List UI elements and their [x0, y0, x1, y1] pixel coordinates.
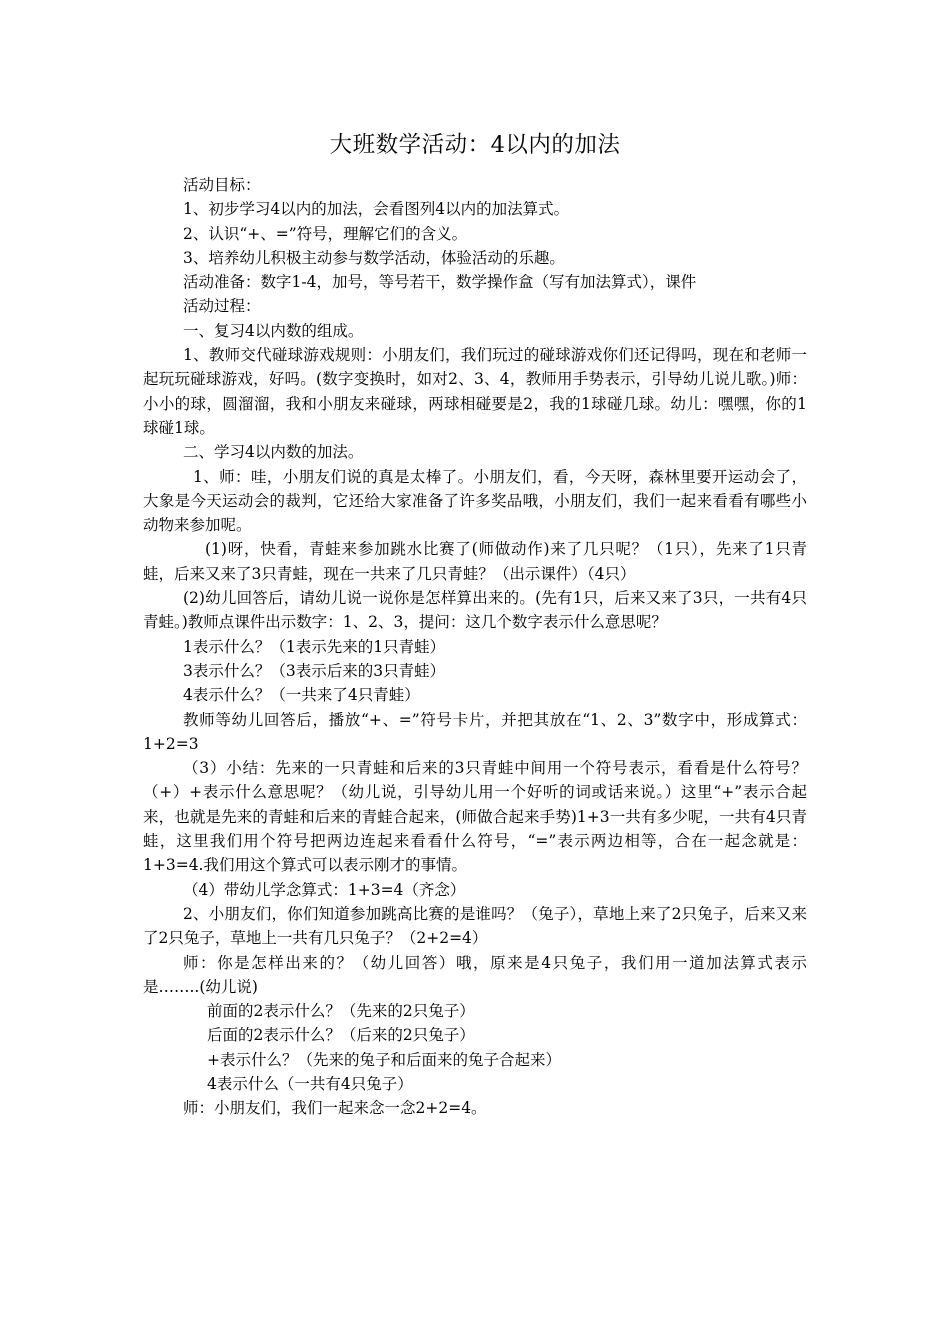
paragraph-summary: （3）小结：先来的一只青蛙和后来的3只青蛙中间用一个符号表示，看看是什么符号？（+）+表示什么意思呢？（幼儿说，引导幼儿用一个好听的词或话来说。）这里“+”表示合起来，也就是先来的青蛙和后来的青蛙合起来，(师做合起来手势)1+3一共有多少呢，一共有4只青蛙，这里我们用个符号把两边连起来看看什么符号，“=”表示两边相等，合在一起念就是：1+3=4.我们用这个算式可以表示刚才的事情。 — [143, 759, 807, 875]
paragraph-process-heading: 活动过程： — [183, 297, 261, 316]
paragraph-q-3: 3表示什么？（3表示后来的3只青蛙） — [183, 661, 446, 680]
paragraph-q-1: 1表示什么？（1表示先来的1只青蛙） — [183, 637, 446, 656]
paragraph-symbol-cards: 教师等幼儿回答后，播放“+、=”符号卡片，并把其放在“1、2、3”数字中，形成算式：1+2=3 — [143, 710, 807, 753]
paragraph-preparation: 活动准备：数字1-4，加号，等号若干，数学操作盒（写有加法算式），课件 — [183, 273, 697, 292]
paragraph-second-2: 后面的2表示什么？（后来的2只兔子） — [207, 1026, 475, 1045]
document-page — [143, 130, 807, 1230]
paragraph-section-1: 一、复习4以内数的组成。 — [183, 321, 364, 340]
document-title: 大班数学活动：4以内的加法 — [329, 132, 621, 158]
paragraph-read-formula: （4）带幼儿学念算式：1+3=4（齐念） — [183, 880, 466, 899]
paragraph-section-2: 二、学习4以内数的加法。 — [183, 443, 364, 462]
paragraph-frog-1: (1)呀，快看，青蛙来参加跳水比赛了(师做动作)来了几只呢？（1只），先来了1只青蛙，后来又来了3只青蛙，现在一共来了几只青蛙？（出示课件）（4只） — [143, 540, 807, 583]
paragraph-sports-meet: 1、师：哇，小朋友们说的真是太棒了。小朋友们，看，今天呀，森林里要开运动会了，大象是今天运动会的裁判，它还给大家准备了许多奖品哦，小朋友们，我们一起来看看有哪些小动物来参加呢。 — [143, 467, 807, 535]
paragraph-rabbits: 2、小朋友们，你们知道参加跳高比赛的是谁吗？（兔子），草地上来了2只兔子，后来又来了2只兔子，草地上一共有几只兔子？（2+2=4） — [143, 904, 807, 948]
paragraph-goal-1: 1、初步学习4以内的加法，会看图列4以内的加法算式。 — [183, 200, 570, 219]
paragraph-four: 4表示什么（一共有4只兔子） — [207, 1074, 413, 1093]
paragraph-goals-heading: 活动目标： — [183, 176, 261, 194]
paragraph-ball-game: 1、教师交代碰球游戏规则：小朋友们，我们玩过的碰球游戏你们还记得吗，现在和老师一起玩玩碰球游戏，好吗。(数字变换时，如对2、3、4，教师用手势表示，引导幼儿说儿歌。)师：小小的球，圆溜溜，我和小朋友来碰球，两球相碰要是2，我的1球碰几球。幼儿：嘿嘿，你的1球碰1球。 — [143, 346, 807, 437]
paragraph-plus: +表示什么？（先来的兔子和后面来的兔子合起来） — [207, 1050, 561, 1069]
paragraph-frog-2: (2)幼儿回答后，请幼儿说一说你是怎样算出来的。(先有1只，后来又来了3只，一共有4只青蛙。)教师点课件出示数字：1、2、3，提问：这几个数字表示什么意思呢？ — [143, 589, 807, 632]
paragraph-first-2: 前面的2表示什么？（先来的2只兔子） — [207, 1002, 475, 1021]
paragraph-q-4: 4表示什么？（一共来了4只青蛙） — [183, 686, 420, 705]
paragraph-goal-3: 3、培养幼儿积极主动参与数学活动，体验活动的乐趣。 — [183, 248, 565, 267]
paragraph-goal-2: 2、认识“+、=”符号，理解它们的含义。 — [183, 224, 468, 243]
paragraph-teacher-ask: 师：你是怎样出来的？（幼儿回答）哦，原来是4只兔子，我们用一道加法算式表示是……..(幼儿说) — [143, 953, 807, 996]
paragraph-closing: 师：小朋友们，我们一起来念一念2+2=4。 — [183, 1099, 487, 1118]
